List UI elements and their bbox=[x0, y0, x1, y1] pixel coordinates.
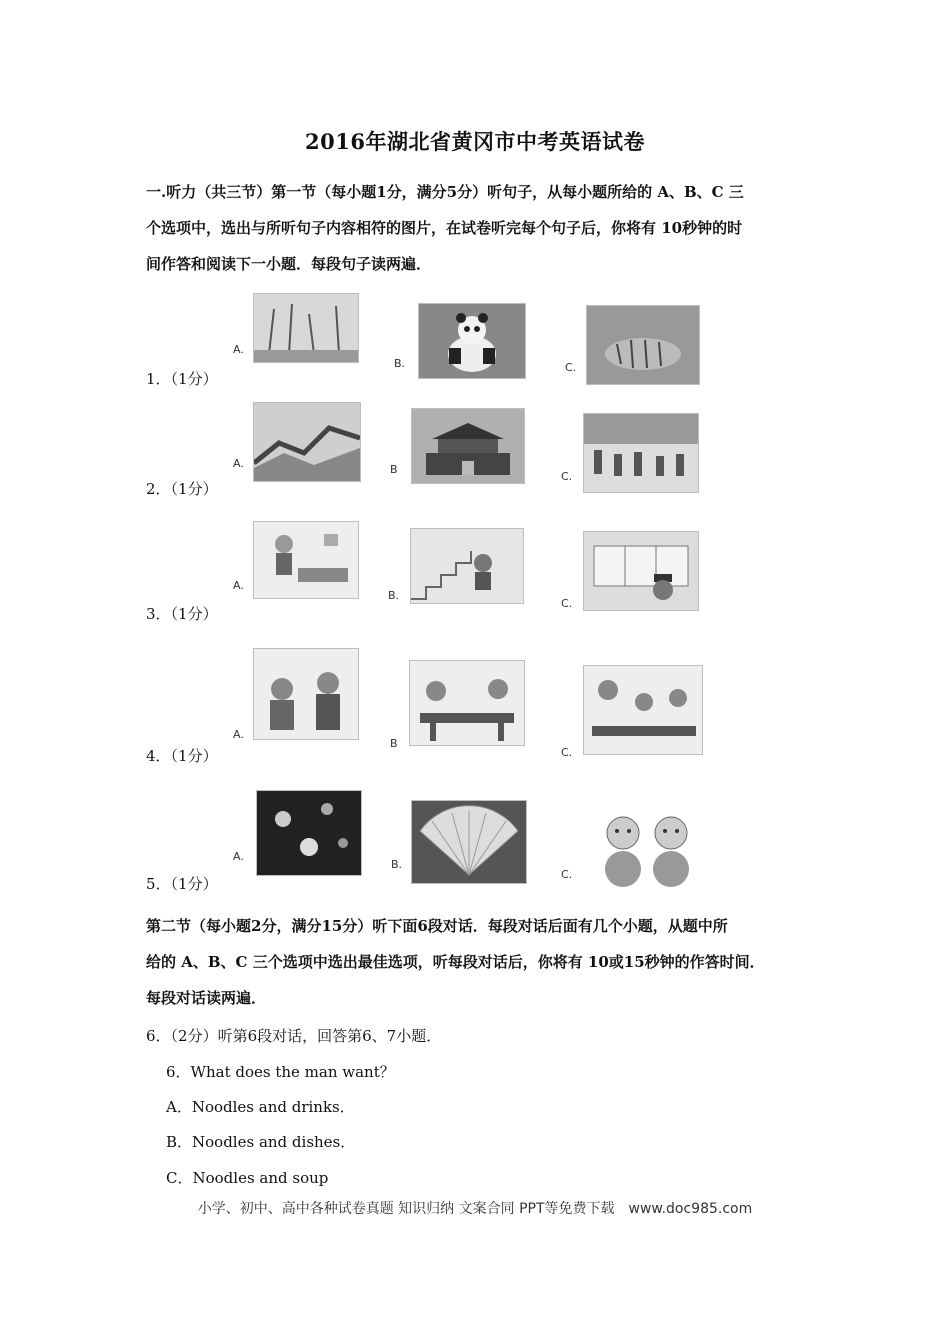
option-letter: C. bbox=[561, 868, 573, 881]
option-letter: B bbox=[390, 463, 398, 476]
family-dinner-drawing-icon[interactable] bbox=[583, 665, 703, 755]
question-6-header: 6．（2分）听第6段对话，回答第6、7小题． bbox=[146, 1027, 442, 1045]
footer-text: 小学、初中、高中各种试卷真题 知识归纳 文案合同 PPT等免费下载 www.doc985.com bbox=[197, 1201, 753, 1217]
option-letter: A. bbox=[233, 457, 244, 470]
instruction-line: 一.听力（共三节）第一节（每小题1分，满分5分）听句子，从每小题所给的 A、B、C 三 bbox=[146, 183, 744, 201]
paper-fan-photo-icon[interactable] bbox=[411, 800, 527, 884]
question-1-label: 1．（1分） bbox=[146, 370, 218, 388]
people-eating-drawing-icon[interactable] bbox=[253, 648, 359, 740]
option-c[interactable]: C．Noodles and soup bbox=[166, 1169, 329, 1187]
instruction-line: 每段对话读两遍． bbox=[146, 989, 267, 1007]
tiger-photo-icon[interactable] bbox=[586, 305, 700, 385]
option-a[interactable]: A．Noodles and drinks． bbox=[166, 1098, 355, 1116]
option-letter: B. bbox=[388, 589, 400, 602]
option-letter: A. bbox=[233, 579, 244, 592]
section1-instructions bbox=[146, 174, 806, 282]
question-2-label: 2．（1分） bbox=[146, 480, 218, 498]
clay-dolls-photo-icon[interactable] bbox=[592, 808, 702, 890]
option-letter: B bbox=[390, 737, 398, 750]
instruction-line: 第二节（每小题2分，满分15分）听下面6段对话．每段对话后面有几个小题，从题中所 bbox=[146, 917, 728, 935]
question-6-text: 6．What does the man want？ bbox=[166, 1063, 395, 1081]
option-letter: B. bbox=[394, 357, 406, 370]
page-title: 2016年湖北省黄冈市中考英语试卷 bbox=[305, 129, 645, 154]
great-wall-photo-icon[interactable] bbox=[253, 402, 361, 482]
people-at-table-drawing-icon[interactable] bbox=[409, 660, 525, 746]
question-3-label: 3．（1分） bbox=[146, 605, 218, 623]
option-letter: A. bbox=[233, 343, 244, 356]
girl-on-stairs-drawing-icon[interactable] bbox=[410, 528, 524, 604]
tiananmen-photo-icon[interactable] bbox=[411, 408, 525, 484]
option-letter: C. bbox=[565, 361, 577, 374]
option-letter: C. bbox=[561, 597, 573, 610]
section2-instructions bbox=[146, 908, 806, 1016]
option-letter: C. bbox=[561, 470, 573, 483]
sky-lanterns-photo-icon[interactable] bbox=[256, 790, 362, 876]
option-b[interactable]: B．Noodles and dishes． bbox=[166, 1133, 356, 1151]
option-letter: A. bbox=[233, 728, 244, 741]
boy-at-desk-drawing-icon[interactable] bbox=[253, 521, 359, 599]
street-scene-photo-icon[interactable] bbox=[583, 413, 699, 493]
boy-at-window-drawing-icon[interactable] bbox=[583, 531, 699, 611]
panda-photo-icon[interactable] bbox=[418, 303, 526, 379]
instruction-line: 个选项中，选出与所听句子内容相符的图片，在试卷听完每个句子后，你将有 10秒钟的时 bbox=[146, 219, 743, 237]
option-letter: A. bbox=[233, 850, 244, 863]
instruction-line: 间作答和阅读下一小题．每段句子读两遍． bbox=[146, 255, 432, 273]
question-4-label: 4．（1分） bbox=[146, 747, 218, 765]
instruction-line: 给的 A、B、C 三个选项中选出最佳选项，听每段对话后，你将有 10或15秒钟的作答时间． bbox=[146, 953, 765, 971]
giraffes-photo-icon[interactable] bbox=[253, 293, 359, 363]
option-letter: C. bbox=[561, 746, 573, 759]
option-letter: B. bbox=[391, 858, 403, 871]
question-5-label: 5．（1分） bbox=[146, 875, 218, 893]
